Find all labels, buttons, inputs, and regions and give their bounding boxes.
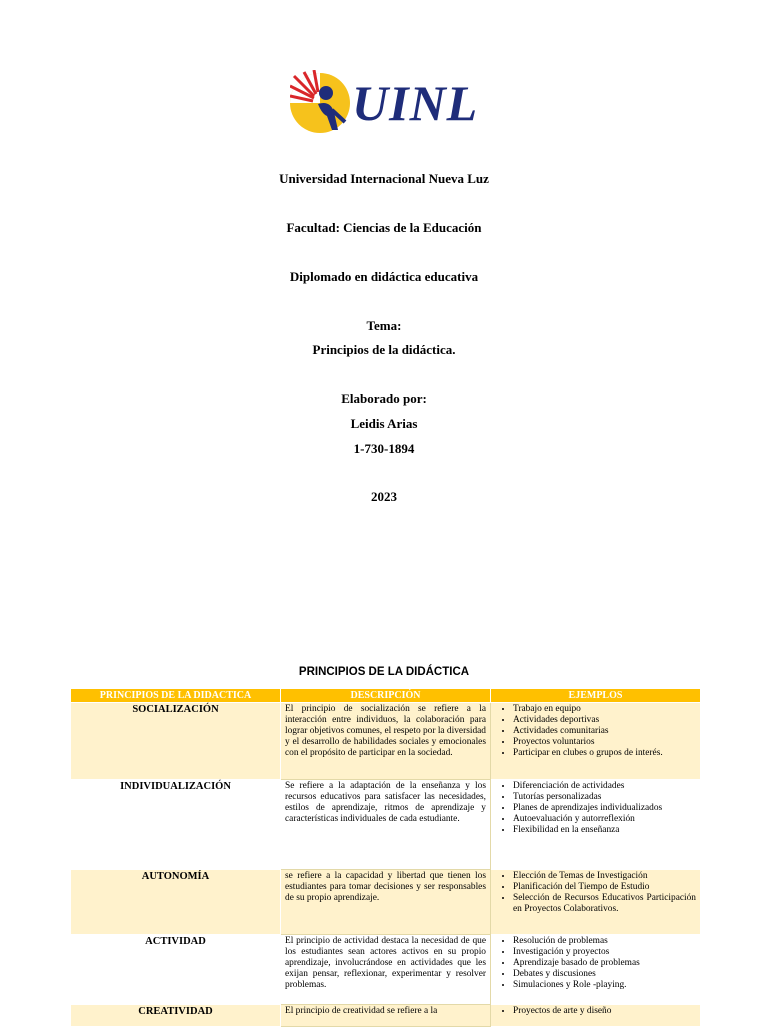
principle-name: ACTIVIDAD (71, 935, 281, 1005)
author-name: Leidis Arias (350, 416, 418, 431)
example-item: • Tutorías personalizadas (513, 792, 696, 803)
principle-examples (491, 780, 701, 870)
example-item: • Diferenciación de actividades (513, 781, 696, 792)
principle-name: AUTONOMÍA (71, 870, 281, 935)
principle-name: SOCIALIZACIÓN (71, 703, 281, 780)
table-title: PRINCIPIOS DE LA DIDÁCTICA (298, 666, 470, 678)
header-examples: EJEMPLOS (491, 689, 701, 703)
principle-examples (491, 1005, 701, 1027)
example-item: • Selección de Recursos Educativos Participación en Proyectos Colaborativos. (513, 893, 696, 915)
topic: Principios de la didáctica. (312, 342, 456, 357)
header-principles: PRINCIPIOS DE LA DIDACTICA (71, 689, 281, 703)
header-description: DESCRIPCIÓN (281, 689, 491, 703)
principle-description: se refiere a la capacidad y libertad que tienen los estudiantes para tomar decisiones y ser responsables de su propio aprendizaje. (281, 870, 491, 935)
faculty: Facultad: Ciencias de la Educación (286, 220, 482, 235)
university-name: Universidad Internacional Nueva Luz (279, 171, 489, 186)
program: Diplomado en didáctica educativa (289, 269, 479, 284)
example-item: • Investigación y proyectos (513, 947, 696, 958)
principle-description: El principio de creatividad se refiere a la (281, 1005, 491, 1027)
principle-description: Se refiere a la adaptación de la enseñanza y los recursos educativos para satisfacer las necesidades, estilos de aprendizaje, ritmos de aprendizaje y características individuales de cada estudiante. (281, 780, 491, 870)
example-item: • Planificación del Tiempo de Estudio (513, 882, 696, 893)
example-item: • Proyectos voluntarios (513, 737, 696, 748)
principle-name: INDIVIDUALIZACIÓN (71, 780, 281, 870)
example-item: • Actividades comunitarias (513, 726, 696, 737)
example-item: • Planes de aprendizajes individualizados (513, 803, 696, 814)
example-item: • Resolución de problemas (513, 936, 696, 947)
example-item: • Flexibilidad en la enseñanza (513, 825, 696, 836)
table-row (71, 1005, 701, 1027)
principle-name: CREATIVIDAD (71, 1005, 281, 1027)
author-label: Elaborado por: (341, 391, 427, 406)
principle-examples (491, 935, 701, 1005)
principle-examples (491, 870, 701, 935)
example-item: • Trabajo en equipo (513, 704, 696, 715)
example-item: • Autoevaluación y autorreflexión (513, 814, 696, 825)
example-item: • Debates y discusiones (513, 969, 696, 980)
principles-table (70, 688, 701, 1027)
example-item: • Actividades deportivas (513, 715, 696, 726)
example-item: • Aprendizaje basado de problemas (513, 958, 696, 969)
table-row (71, 935, 701, 1005)
table-row (71, 780, 701, 870)
uinl-logo-text: UINL (352, 75, 479, 131)
example-item: • Proyectos de arte y diseño (513, 1006, 696, 1017)
principle-description: El principio de socialización se refiere a la interacción entre individuos, la colaboración para lograr objetivos comunes, el respeto por la diversidad y el desarrollo de habilidades sociales y emocionales con el propósito de participar en la sociedad. (281, 703, 491, 780)
table-header-row (71, 689, 701, 703)
table-row (71, 870, 701, 935)
year: 2023 (371, 489, 397, 504)
principle-examples (491, 703, 701, 780)
table-row (71, 703, 701, 780)
topic-label: Tema: (366, 318, 402, 333)
author-id: 1-730-1894 (353, 441, 415, 456)
example-item: • Participar en clubes o grupos de interés. (513, 748, 696, 759)
example-item: • Simulaciones y Role -playing. (513, 980, 696, 991)
principle-description: El principio de actividad destaca la necesidad de que los estudiantes sean actores activos en su propio aprendizaje, involucrándose en actividades que les exijan pensar, reflexionar, experimentar y resolver problemas. (281, 935, 491, 1005)
example-item: • Elección de Temas de Investigación (513, 871, 696, 882)
